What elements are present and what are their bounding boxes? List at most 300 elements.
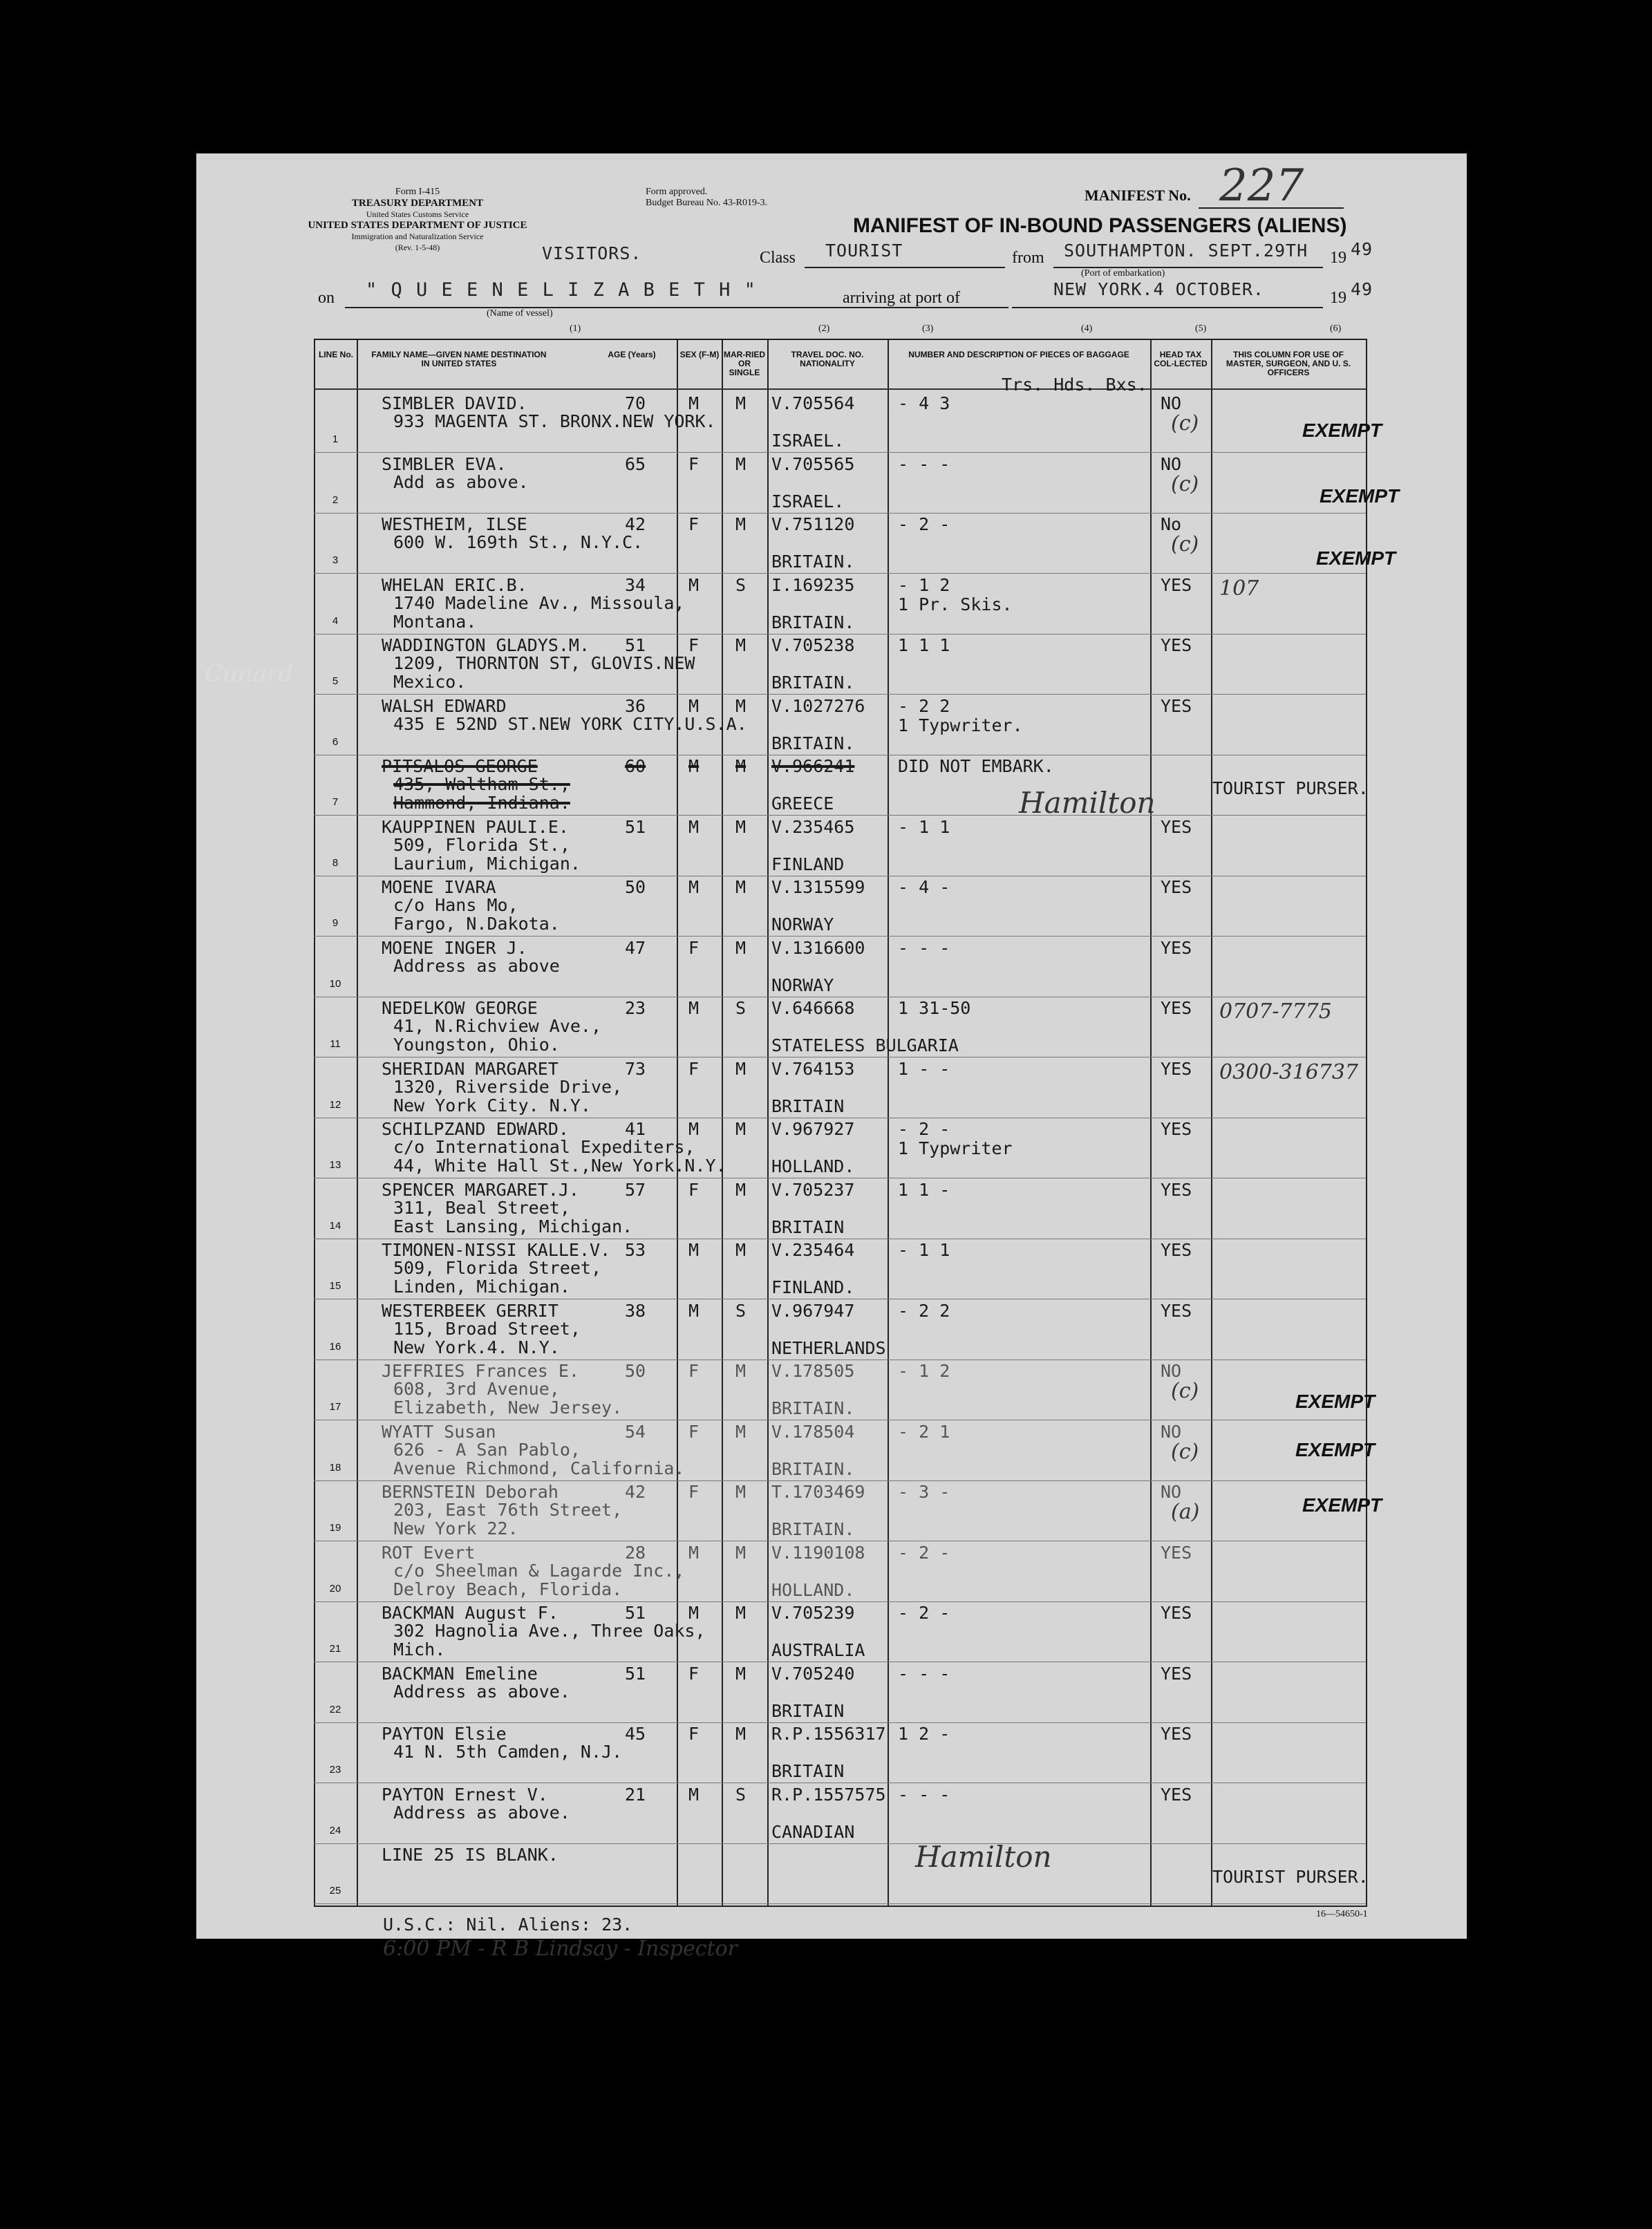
destination-address: c/o Hans Mo,: [393, 895, 518, 915]
budget-text: Budget Bureau No. 43-R019-3.: [646, 198, 768, 208]
header-rule: [314, 388, 1366, 390]
line-number: 14: [329, 1220, 341, 1232]
passenger-name: TIMONEN-NISSI KALLE.V.: [382, 1240, 611, 1260]
officer-note: 0300-316737: [1219, 1060, 1359, 1084]
travel-doc-number: V.966241: [771, 756, 855, 776]
passenger-age: 38: [625, 1301, 646, 1321]
nationality: BRITAIN: [771, 1761, 845, 1781]
travel-doc-number: R.P.1557575: [771, 1785, 886, 1805]
table-row: [196, 997, 1467, 1057]
passenger-age: 51: [625, 635, 646, 655]
destination-address: 41 N. 5th Camden, N.J.: [393, 1742, 623, 1762]
passenger-name: SPENCER MARGARET.J.: [382, 1180, 579, 1200]
head-tax: YES: [1161, 817, 1192, 837]
head-tax: YES: [1161, 696, 1192, 716]
baggage-count: - 3 -: [898, 1482, 950, 1502]
table-row: [196, 574, 1467, 634]
destination-address: Address as above: [393, 956, 560, 976]
passenger-sex: M: [688, 393, 700, 413]
ins-service: Immigration and Naturalization Service: [351, 232, 484, 241]
nationality: HOLLAND.: [771, 1580, 855, 1600]
marital-status: S: [735, 1785, 747, 1805]
marital-status: M: [735, 877, 747, 897]
passenger-name: WHELAN ERIC.B.: [382, 575, 527, 595]
table-row: [196, 1360, 1467, 1420]
visitors-note: VISITORS.: [542, 243, 642, 263]
table-row: [196, 1480, 1467, 1541]
travel-doc-number: V.178504: [771, 1422, 855, 1442]
passenger-age: 70: [625, 393, 646, 413]
head-tax: YES: [1161, 1059, 1192, 1079]
head-tax-note: (c): [1171, 1440, 1199, 1464]
customs-service: United States Customs Service: [366, 209, 469, 219]
passenger-sex: M: [688, 1301, 700, 1321]
marital-status: S: [735, 575, 747, 595]
marital-status: M: [735, 1119, 747, 1139]
destination-address: Laurium, Michigan.: [393, 854, 581, 874]
nationality: NORWAY: [771, 914, 834, 934]
purser-signature: Hamilton: [1019, 786, 1156, 820]
passenger-age: 73: [625, 1059, 646, 1079]
table-row: [196, 392, 1467, 453]
destination-address: Address as above.: [393, 1682, 570, 1702]
passenger-age: 51: [625, 1664, 646, 1684]
passenger-sex: M: [688, 1785, 700, 1805]
purser-signature: Hamilton: [915, 1840, 1052, 1874]
form-approved: [646, 187, 767, 209]
table-row: [196, 1722, 1467, 1783]
nationality: GREECE: [771, 793, 834, 813]
line-number: 3: [332, 554, 339, 566]
line-number: 15: [329, 1280, 341, 1292]
destination-address: 302 Hagnolia Ave., Three Oaks,: [393, 1621, 706, 1641]
manifest-number: 227: [1219, 160, 1304, 211]
destination-address: 600 W. 169th St., N.Y.C.: [393, 532, 644, 552]
destination-address: New York.4. N.Y.: [393, 1337, 560, 1357]
passenger-sex: M: [688, 756, 700, 776]
col-header-officers: THIS COLUMN FOR USE OF MASTER, SURGEON, AND U. S. OFFICERS: [1226, 350, 1351, 377]
on-label: on: [318, 289, 335, 307]
travel-doc-number: V.1190108: [771, 1543, 865, 1563]
line-number: 24: [329, 1825, 341, 1836]
travel-doc-number: V.967947: [771, 1301, 855, 1321]
marital-status: M: [735, 756, 747, 776]
line-number: 25: [329, 1885, 341, 1897]
destination-address: 203, East 76th Street,: [393, 1500, 623, 1520]
revision: (Rev. 1-5-48): [395, 243, 440, 252]
baggage-count: 1 1 -: [898, 1180, 950, 1200]
baggage-count: - - -: [898, 1664, 950, 1684]
head-tax: YES: [1161, 1240, 1192, 1260]
baggage-count: - 4 -: [898, 877, 950, 897]
passenger-sex: F: [688, 1482, 700, 1502]
baggage-count: - - -: [898, 454, 950, 474]
year-prefix-2: 19: [1330, 289, 1346, 307]
passenger-name: SCHILPZAND EDWARD.: [382, 1119, 569, 1139]
passenger-sex: F: [688, 1180, 700, 1200]
marital-status: M: [735, 393, 747, 413]
head-tax: YES: [1161, 635, 1192, 655]
year-2: 49: [1351, 279, 1373, 299]
head-tax: YES: [1161, 1301, 1192, 1321]
approved-text: Form approved.: [646, 187, 708, 197]
nationality: STATELESS BULGARIA: [771, 1035, 959, 1055]
travel-doc-number: V.705564: [771, 393, 855, 413]
head-tax: YES: [1161, 1785, 1192, 1805]
line-number: 20: [329, 1583, 341, 1595]
head-tax: YES: [1161, 1119, 1192, 1139]
destination-address: Add as above.: [393, 472, 529, 492]
head-tax: YES: [1161, 877, 1192, 897]
destination-address: 509, Florida Street,: [393, 1258, 602, 1278]
nationality: HOLLAND.: [771, 1156, 855, 1176]
passenger-sex: M: [688, 575, 700, 595]
passenger-sex: F: [688, 514, 700, 534]
head-tax: YES: [1161, 1543, 1192, 1563]
passenger-sex: M: [688, 998, 700, 1018]
table-row: [196, 453, 1467, 514]
passenger-name: ROT Evert: [382, 1543, 476, 1563]
col-number-3: (3): [922, 323, 934, 334]
nationality: BRITAIN.: [771, 673, 855, 693]
destination-address: 1740 Madeline Av., Missoula,: [393, 593, 685, 613]
travel-doc-number: V.235465: [771, 817, 855, 837]
marital-status: M: [735, 1603, 747, 1623]
destination-address: c/o International Expediters,: [393, 1137, 695, 1157]
line-number: 21: [329, 1643, 341, 1655]
table-row: [196, 755, 1467, 816]
manifest-page: [196, 153, 1467, 1961]
passenger-name: MOENE IVARA: [382, 877, 496, 897]
table-row: [196, 937, 1467, 997]
passenger-sex: M: [688, 696, 700, 716]
table-row: [196, 1541, 1467, 1602]
travel-doc-number: V.705239: [771, 1603, 855, 1623]
class-underline: [805, 267, 1005, 268]
class-label: Class: [760, 249, 796, 267]
passenger-name: PITSALOS GEORGE: [382, 756, 538, 776]
head-tax: NO: [1161, 1422, 1182, 1442]
from-value: SOUTHAMPTON. SEPT.29TH: [1064, 241, 1308, 261]
nationality: BRITAIN.: [771, 733, 855, 753]
passenger-age: 23: [625, 998, 646, 1018]
destination-address: Youngston, Ohio.: [393, 1035, 560, 1055]
passenger-name: BERNSTEIN Deborah: [382, 1482, 559, 1502]
table-row: [196, 816, 1467, 876]
line-number: 19: [329, 1522, 341, 1534]
destination-address: Elizabeth, New Jersey.: [393, 1398, 623, 1418]
travel-doc-number: V.705237: [771, 1180, 855, 1200]
passenger-sex: F: [688, 1664, 700, 1684]
line-number: 23: [329, 1764, 341, 1776]
passenger-name: NEDELKOW GEORGE: [382, 998, 538, 1018]
destination-address: 933 MAGENTA ST. BRONX.NEW YORK.: [393, 411, 716, 431]
travel-doc-number: V.705240: [771, 1664, 855, 1684]
table-row: [196, 634, 1467, 695]
line-number: 10: [329, 978, 341, 990]
passenger-name: MOENE INGER J.: [382, 938, 527, 958]
head-tax: NO: [1161, 1482, 1182, 1502]
nationality: BRITAIN.: [771, 612, 855, 632]
margin-note-cunard: Cunard: [205, 660, 294, 688]
line-number: 5: [332, 675, 339, 687]
passenger-sex: M: [688, 1603, 700, 1623]
nationality: NORWAY: [771, 975, 834, 995]
exempt-stamp: EXEMPT: [1295, 1391, 1376, 1412]
passenger-age: 42: [625, 1482, 646, 1502]
line-number: 8: [332, 857, 339, 869]
passenger-age: 34: [625, 575, 646, 595]
marital-status: M: [735, 635, 747, 655]
table-row: [196, 1118, 1467, 1178]
exempt-stamp: EXEMPT: [1316, 547, 1396, 569]
passenger-name: SIMBLER EVA.: [382, 454, 507, 474]
nationality: FINLAND.: [771, 1277, 855, 1297]
travel-doc-number: V.705238: [771, 635, 855, 655]
travel-doc-number: V.967927: [771, 1119, 855, 1139]
passenger-name: WALSH EDWARD: [382, 696, 507, 716]
destination-address: 435, Waltham St.,: [393, 774, 570, 794]
nationality: BRITAIN.: [771, 1519, 855, 1539]
head-tax: No: [1161, 514, 1182, 534]
baggage-count: 1 - -: [898, 1059, 950, 1079]
nationality: FINLAND: [771, 854, 845, 874]
baggage-description: 1 Typwriter: [898, 1138, 1013, 1158]
col-number-6: (6): [1330, 323, 1342, 334]
inspector-note: 6:00 PM - R B Lindsay - Inspector: [383, 1937, 738, 1961]
marital-status: M: [735, 514, 747, 534]
destination-address: New York 22.: [393, 1518, 518, 1539]
table-row: [196, 1057, 1467, 1118]
port-embark-note: (Port of embarkation): [1081, 268, 1165, 279]
line-number: 12: [329, 1099, 341, 1111]
baggage-description: 1 Typwriter.: [898, 715, 1023, 735]
head-tax-note: (c): [1171, 411, 1199, 435]
passenger-sex: M: [688, 1119, 700, 1139]
manifest-number-label: MANIFEST No.: [1085, 187, 1191, 204]
justice-dept: UNITED STATES DEPARTMENT OF JUSTICE: [308, 220, 527, 231]
line-number: 17: [329, 1401, 341, 1413]
officer-note: 0707-7775: [1219, 999, 1332, 1024]
passenger-sex: F: [688, 635, 700, 655]
passenger-age: 42: [625, 514, 646, 534]
line-number: 13: [329, 1159, 341, 1171]
baggage-count: 1 31-50: [898, 998, 971, 1018]
passenger-sex: M: [688, 877, 700, 897]
travel-doc-number: V.1316600: [771, 938, 865, 958]
passenger-age: 54: [625, 1422, 646, 1442]
destination-address: 1320, Riverside Drive,: [393, 1077, 623, 1097]
col-header-married: MAR-RIED OR SINGLE: [724, 350, 765, 377]
form-header-left: [307, 187, 528, 253]
nationality: BRITAIN: [771, 1701, 845, 1721]
baggage-count: - 1 2: [898, 575, 950, 595]
marital-status: M: [735, 1724, 747, 1744]
travel-doc-number: R.P.1556317: [771, 1724, 886, 1744]
travel-doc-number: V.705565: [771, 454, 855, 474]
baggage-description: 1 Pr. Skis.: [898, 594, 1013, 614]
passenger-name: WADDINGTON GLADYS.M.: [382, 635, 590, 655]
passenger-age: 28: [625, 1543, 646, 1563]
baggage-count: - - -: [898, 938, 950, 958]
passenger-age: 65: [625, 454, 646, 474]
col-header-line: LINE No.: [319, 350, 353, 359]
destination-address: 626 - A San Pablo,: [393, 1440, 581, 1460]
destination-address: 41, N.Richview Ave.,: [393, 1016, 602, 1036]
travel-doc-number: V.235464: [771, 1240, 855, 1260]
baggage-count: - 2 -: [898, 514, 950, 534]
passenger-name: LINE 25 IS BLANK.: [382, 1845, 559, 1865]
passenger-sex: F: [688, 1059, 700, 1079]
passenger-age: 57: [625, 1180, 646, 1200]
destination-address: Linden, Michigan.: [393, 1277, 570, 1297]
head-tax: YES: [1161, 1603, 1192, 1623]
travel-doc-number: T.1703469: [771, 1482, 865, 1502]
marital-status: M: [735, 1240, 747, 1260]
officer-note: TOURIST PURSER.: [1212, 778, 1369, 798]
marital-status: M: [735, 938, 747, 958]
travel-doc-number: V.1027276: [771, 696, 865, 716]
passenger-name: WYATT Susan: [382, 1422, 496, 1442]
travel-doc-number: V.646668: [771, 998, 855, 1018]
nationality: NETHERLANDS: [771, 1338, 886, 1358]
passenger-age: 53: [625, 1240, 646, 1260]
col-header-baggage: NUMBER AND DESCRIPTION OF PIECES OF BAGGAGE: [908, 350, 1129, 359]
destination-address: Delroy Beach, Florida.: [393, 1579, 623, 1599]
destination-address: 435 E 52ND ST.NEW YORK CITY.U.S.A.: [393, 714, 747, 734]
travel-doc-number: V.751120: [771, 514, 855, 534]
baggage-count: - 1 2: [898, 1361, 950, 1381]
destination-address: 1209, THORNTON ST, GLOVIS.NEW: [393, 653, 695, 673]
passenger-sex: F: [688, 1422, 700, 1442]
head-tax: YES: [1161, 1724, 1192, 1744]
passenger-sex: F: [688, 1724, 700, 1744]
passenger-sex: M: [688, 1240, 700, 1260]
baggage-count: 1 2 -: [898, 1724, 950, 1744]
destination-address: Mexico.: [393, 672, 467, 692]
line-number: 1: [332, 433, 339, 445]
passenger-name: WESTHEIM, ILSE: [382, 514, 527, 534]
destination-address: East Lansing, Michigan.: [393, 1216, 633, 1236]
exempt-stamp: EXEMPT: [1302, 420, 1382, 441]
nationality: BRITAIN.: [771, 1398, 855, 1418]
travel-doc-number: V.178505: [771, 1361, 855, 1381]
destination-address: 115, Broad Street,: [393, 1319, 581, 1339]
nationality: ISRAEL.: [771, 431, 845, 451]
baggage-subheader: Trs. Hds. Bxs.: [1002, 375, 1147, 395]
baggage-count: - 1 1: [898, 1240, 950, 1260]
line-number: 7: [332, 796, 339, 808]
passenger-sex: F: [688, 454, 700, 474]
year-prefix-1: 19: [1330, 249, 1346, 267]
from-label: from: [1012, 249, 1044, 267]
passenger-name: PAYTON Elsie: [382, 1724, 507, 1744]
marital-status: M: [735, 1422, 747, 1442]
head-tax-note: (c): [1171, 1379, 1199, 1403]
destination-address: Avenue Richmond, California.: [393, 1458, 685, 1478]
usc-summary: U.S.C.: Nil. Aliens: 23.: [383, 1915, 633, 1935]
passenger-age: 36: [625, 696, 646, 716]
head-tax: YES: [1161, 1664, 1192, 1684]
passenger-age: 41: [625, 1119, 646, 1139]
line-number: 6: [332, 736, 339, 748]
passenger-age: 21: [625, 1785, 646, 1805]
baggage-count: - - -: [898, 1785, 950, 1805]
baggage-count: DID NOT EMBARK.: [898, 756, 1054, 776]
row-rule: [314, 1903, 1366, 1904]
exempt-stamp: EXEMPT: [1320, 485, 1400, 507]
destination-address: New York City. N.Y.: [393, 1095, 591, 1116]
head-tax: YES: [1161, 938, 1192, 958]
nationality: BRITAIN.: [771, 552, 855, 572]
marital-status: S: [735, 1301, 747, 1321]
table-row: [196, 1420, 1467, 1481]
passenger-sex: M: [688, 817, 700, 837]
col-number-2: (2): [818, 323, 830, 334]
nationality: AUSTRALIA: [771, 1640, 865, 1660]
passenger-name: BACKMAN Emeline: [382, 1664, 538, 1684]
col-number-4: (4): [1081, 323, 1093, 334]
arrival-value: NEW YORK.4 OCTOBER.: [1053, 279, 1264, 299]
passenger-sex: M: [688, 1543, 700, 1563]
destination-address: Address as above.: [393, 1803, 570, 1823]
head-tax-note: (c): [1171, 532, 1199, 556]
passenger-sex: F: [688, 1361, 700, 1381]
destination-address: c/o Sheelman & Lagarde Inc.,: [393, 1561, 685, 1581]
baggage-count: - 2 -: [898, 1119, 950, 1139]
passenger-name: BACKMAN August F.: [382, 1603, 559, 1623]
treasury-dept: TREASURY DEPARTMENT: [351, 198, 484, 209]
line-number: 18: [329, 1462, 341, 1474]
nationality: BRITAIN: [771, 1096, 845, 1116]
form-number: Form I-415: [395, 187, 440, 197]
passenger-age: 51: [625, 817, 646, 837]
passenger-age: 50: [625, 877, 646, 897]
head-tax: YES: [1161, 998, 1192, 1018]
officer-note: TOURIST PURSER.: [1212, 1867, 1369, 1887]
col-header-name: FAMILY NAME—GIVEN NAME DESTINATION IN UNITED STATES: [371, 350, 547, 368]
passenger-age: 60: [625, 756, 646, 776]
destination-address: Montana.: [393, 612, 477, 632]
marital-status: M: [735, 1361, 747, 1381]
line-number: 9: [332, 917, 339, 929]
passenger-name: PAYTON Ernest V.: [382, 1785, 548, 1805]
table-row: [196, 1299, 1467, 1360]
form-footer-code: 16—54650-1: [1316, 1909, 1368, 1919]
destination-address: 311, Beal Street,: [393, 1198, 570, 1218]
marital-status: M: [735, 817, 747, 837]
travel-doc-number: V.1315599: [771, 877, 865, 897]
table-row: [196, 1662, 1467, 1723]
head-tax: NO: [1161, 1361, 1182, 1381]
line-number: 22: [329, 1704, 341, 1715]
line-number: 16: [329, 1341, 341, 1353]
arriving-label: arriving at port of: [843, 289, 960, 307]
vessel-name: " Q U E E N E L I Z A B E T H ": [366, 279, 757, 301]
line-number: 4: [332, 615, 339, 627]
nationality: ISRAEL.: [771, 491, 845, 511]
marital-status: M: [735, 454, 747, 474]
marital-status: M: [735, 1664, 747, 1684]
table-row: [196, 876, 1467, 937]
exempt-stamp: EXEMPT: [1302, 1494, 1382, 1516]
passenger-age: 47: [625, 938, 646, 958]
baggage-count: - 1 1: [898, 817, 950, 837]
table-row: [196, 1783, 1467, 1844]
table-row: [196, 1843, 1467, 1904]
head-tax-note: (a): [1171, 1500, 1200, 1524]
travel-doc-number: I.169235: [771, 575, 855, 595]
